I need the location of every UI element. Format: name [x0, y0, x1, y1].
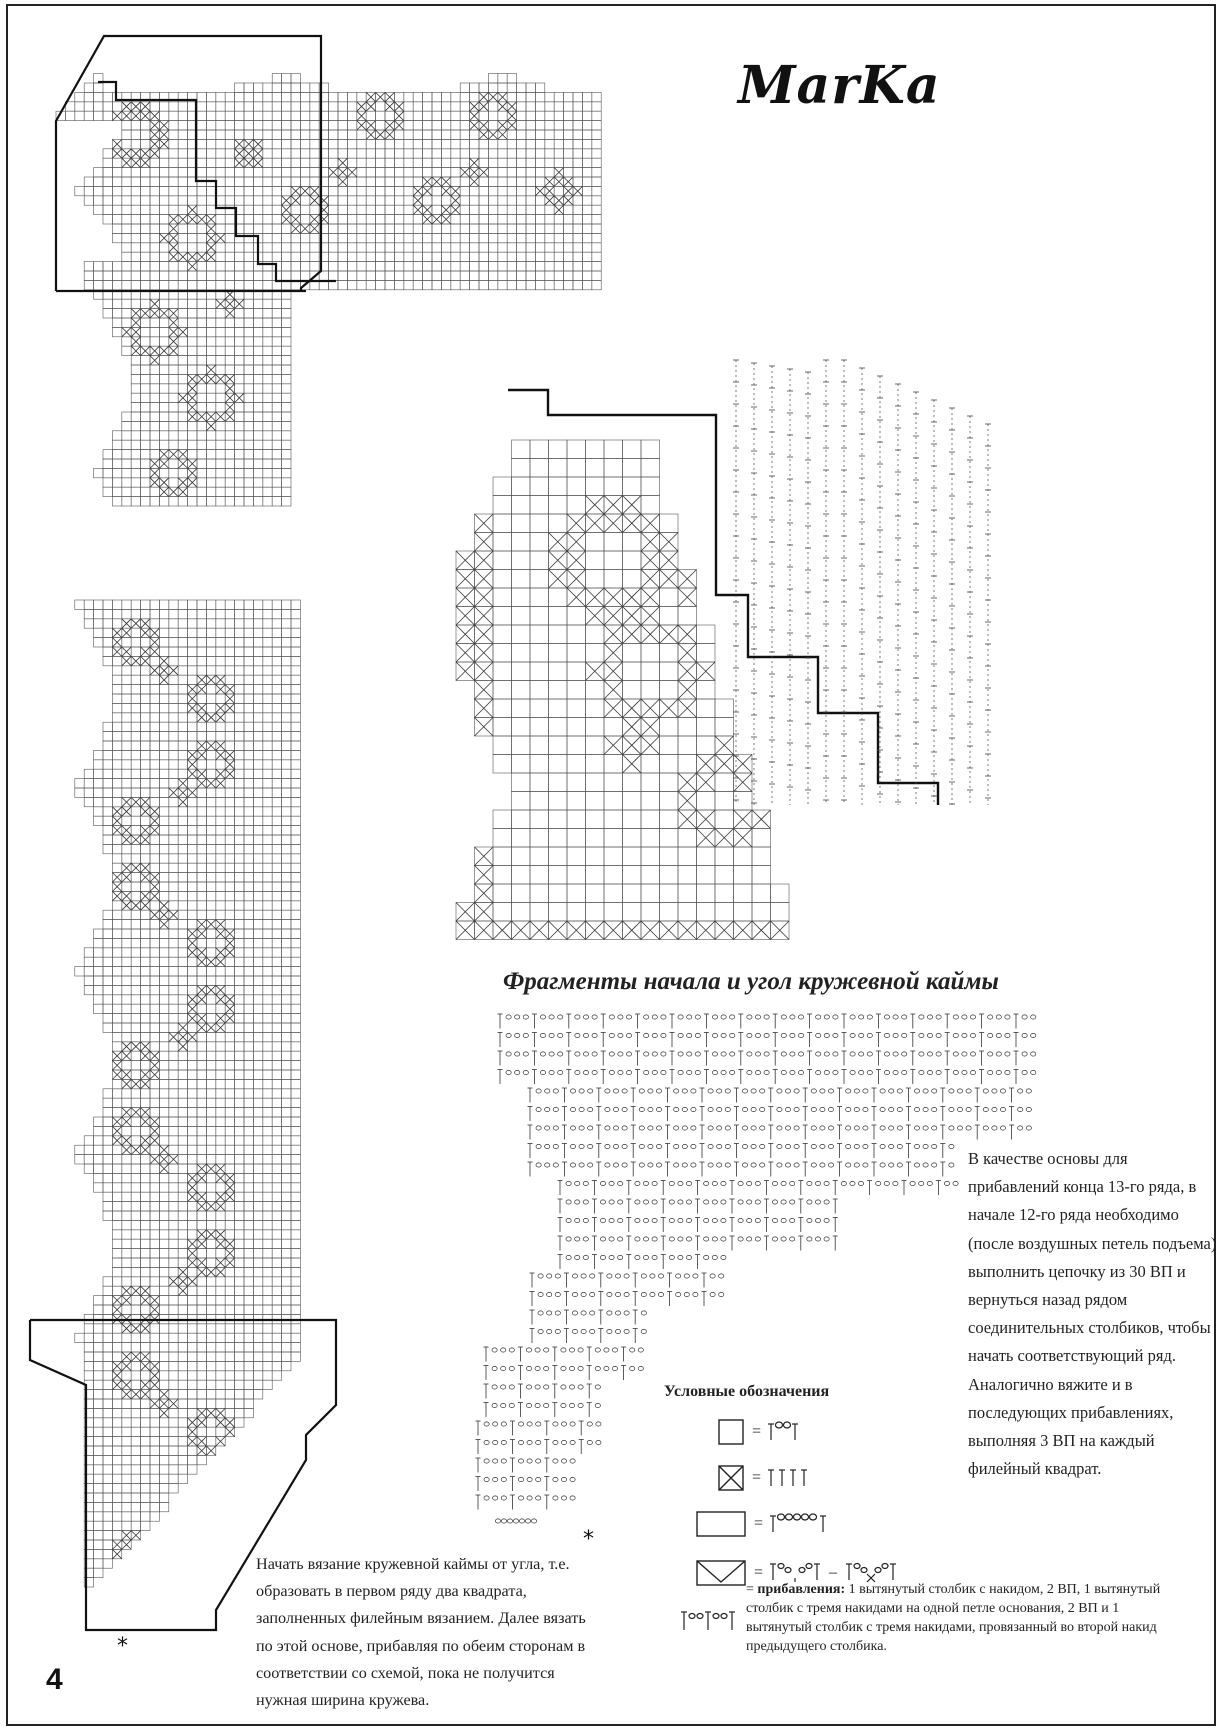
- legend-dash: –: [829, 1564, 838, 1581]
- grid-cells: [75, 600, 301, 1587]
- double-crochet-icon: [767, 1466, 813, 1490]
- legend-equals: =: [754, 1564, 764, 1581]
- legend-row-filled-square: [718, 1465, 813, 1491]
- page-number: 4: [46, 1663, 63, 1696]
- filled-square-icon: [718, 1465, 744, 1491]
- legend-increase-note: [746, 1580, 1166, 1656]
- increase-text: 1 вытянутый столбик с накидом, 2 ВП, 1 вытянутый столбик с тремя накидами на одной петле основания, 2 ВП и 1 вытянутый столбик с тремя накидами, провязанный во второй накид предыдущего столбика.: [746, 1582, 1161, 1654]
- legend-equals: =: [754, 1515, 764, 1532]
- legend-title: Условные обозначения: [664, 1383, 830, 1400]
- start-marker-symbol-chart: *: [583, 1527, 594, 1552]
- increase-symbol-icon: [680, 1610, 750, 1636]
- chain-columns: [733, 360, 991, 805]
- lacet-icon: [696, 1560, 746, 1586]
- brand-logo: MarKa: [738, 55, 941, 116]
- long-chain-icon: [769, 1512, 837, 1536]
- legend-equals: =: [752, 1423, 762, 1440]
- corner-chart-enlarged: [498, 345, 1108, 955]
- note-start: Начать вязание кружевной каймы от угла, т.е. образовать в первом ряду два квадрата, заполненных филейным вязанием. Далее вязать по этой основе, прибавляя по обеим сторонам в соответствии со схемой, пока не получится нужная ширина кружева.: [256, 1555, 586, 1710]
- legend-eq-increase: =: [746, 1582, 754, 1597]
- grid-cells: [456, 440, 789, 940]
- start-marker-border: *: [117, 1634, 128, 1659]
- note-increases: В качестве основы для прибавлений конца 13-го ряда, в начале 12-го ряда необходимо (после воздушных петель подъема) выполнить цепочку из 30 ВП и вернуться назад рядом соединительных столбиков, чтобы начать соответствующий ряд. Аналогично вяжите и в последующих прибавлениях, выполняя 3 ВП на каждый филейный квадрат.: [968, 1149, 1217, 1479]
- long-bar-icon: [696, 1511, 746, 1537]
- open-square-icon: [718, 1419, 744, 1445]
- stitch-symbols: [476, 1014, 1036, 1523]
- increase-label: прибавления:: [757, 1582, 846, 1597]
- chart-title: Фрагменты начала и угол кружевной каймы: [503, 968, 999, 995]
- legend-row-open-square: [718, 1419, 807, 1445]
- legend-equals: =: [752, 1469, 762, 1486]
- legend-row-long-bar: [696, 1511, 837, 1537]
- chain-stitch-icon: [767, 1420, 807, 1444]
- border-chart-vertical: [56, 600, 346, 1650]
